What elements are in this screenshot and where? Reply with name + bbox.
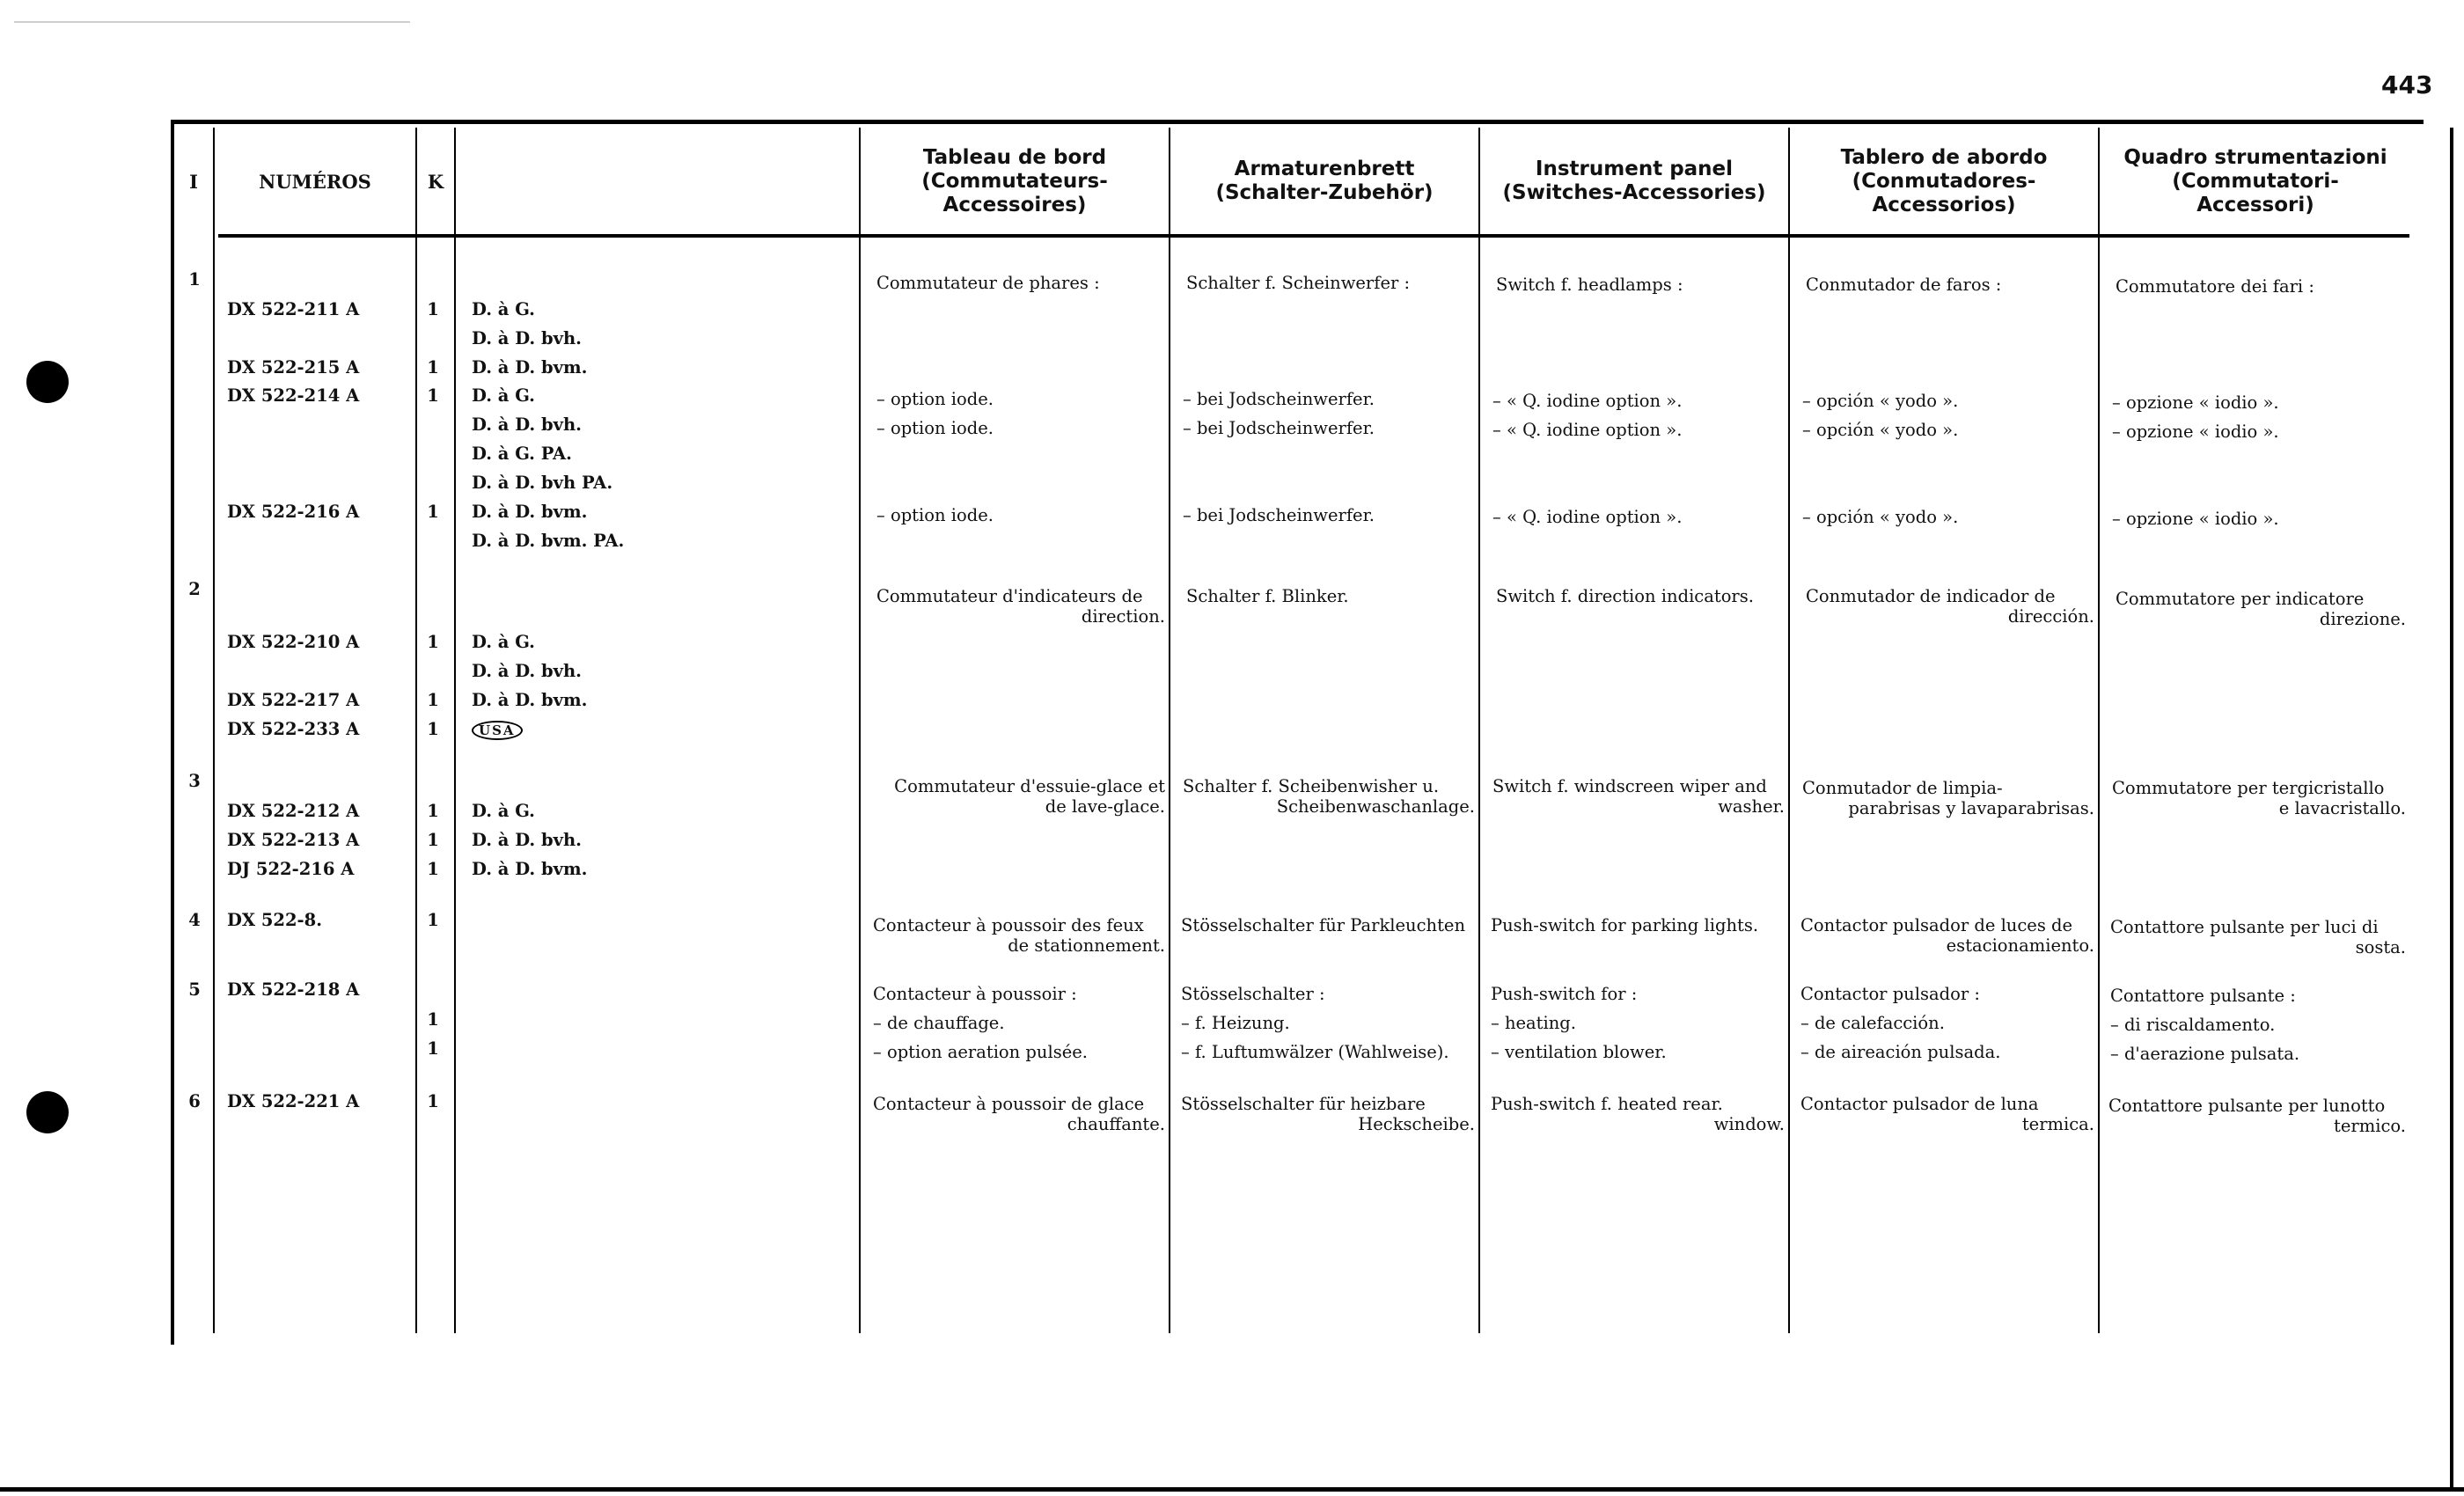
part-number: DX 522-211 A (227, 299, 360, 319)
fr-iodine-option: – option iode. (876, 389, 994, 409)
header-spanish: Tablero de abordo (Conmutadores- Accessorios) (1840, 145, 2048, 216)
de-push-switch: Stösselschalter : (1181, 984, 1325, 1004)
variant-desc: D. à G. (472, 632, 535, 652)
it-wiper-switch-cont: e lavacristallo. (2278, 798, 2406, 818)
fr-parking-push-cont: de stationnement. (1008, 935, 1165, 956)
header-french: Tableau de bord (Commutateurs- Accessoires) (921, 145, 1108, 216)
en-push-switch: Push-switch for : (1491, 984, 1638, 1004)
quantity: 1 (427, 1091, 439, 1111)
variant-desc: D. à D. bvh. (472, 328, 582, 348)
page-bottom-rule (0, 1487, 2464, 1492)
it-iodine-option: – opzione « iodio ». (2112, 392, 2279, 413)
it-rear-window: Contattore pulsante per lunotto (2108, 1096, 2386, 1116)
column-divider (1788, 128, 1790, 1333)
quantity: 1 (427, 830, 439, 850)
quantity: 1 (427, 690, 439, 710)
column-divider (1169, 128, 1170, 1333)
part-number: DX 522-233 A (227, 719, 360, 739)
binder-hole-icon (26, 1091, 69, 1133)
header-italian: Quadro strumentazioni (Commutatori- Accessori) (2123, 145, 2387, 216)
binder-hole-icon (26, 361, 69, 403)
es-rear-window-cont: termica. (2021, 1114, 2094, 1134)
it-parking-push-cont: sosta. (2355, 937, 2406, 957)
quantity: 1 (427, 299, 439, 319)
en-indicator-switch: Switch f. direction indicators. (1496, 586, 1754, 606)
row-index: 3 (188, 771, 201, 791)
en-wiper-switch: Switch f. windscreen wiper and (1492, 776, 1767, 796)
es-push-aeration: – de aireación pulsada. (1800, 1042, 2001, 1062)
quantity: 1 (427, 357, 439, 378)
de-headlamp-switch: Schalter f. Scheinwerfer : (1186, 273, 1411, 293)
column-divider (415, 128, 417, 1333)
fr-push-aeration: – option aeration pulsée. (873, 1042, 1088, 1062)
row-index: 4 (188, 910, 201, 930)
variant-desc: D. à D. bvm. (472, 859, 588, 879)
quantity: 1 (427, 859, 439, 879)
de-wiper-switch: Schalter f. Scheibenwisher u. (1183, 776, 1440, 796)
variant-desc: D. à D. bvm. (472, 502, 588, 522)
fr-indicator-switch: Commutateur d'indicateurs de (876, 586, 1143, 606)
it-headlamp-switch: Commutatore dei fari : (2116, 276, 2314, 297)
variant-desc: D. à G. PA. (472, 444, 572, 464)
fr-indicator-switch-cont: direction. (1081, 606, 1165, 627)
es-indicator-switch: Conmutador de indicador de (1806, 586, 2056, 606)
en-iodine-option: – « Q. iodine option ». (1492, 391, 1683, 411)
es-push-heating: – de calefacción. (1800, 1013, 1945, 1033)
quantity: 1 (427, 502, 439, 522)
es-parking-push-cont: estacionamiento. (1946, 935, 2094, 956)
es-rear-window: Contactor pulsador de luna (1800, 1094, 2039, 1114)
fr-rear-window-cont: chauffante. (1067, 1114, 1165, 1134)
quantity: 1 (427, 801, 439, 821)
header-english: Instrument panel (Switches-Accessories) (1502, 158, 1766, 204)
es-iodine-option: – opción « yodo ». (1802, 420, 1959, 440)
row-index: 6 (188, 1091, 201, 1111)
de-push-heating: – f. Heizung. (1181, 1013, 1290, 1033)
de-iodine-option: – bei Jodscheinwerfer. (1183, 389, 1375, 409)
fr-push-heating: – de chauffage. (873, 1013, 1005, 1033)
de-parking-push: Stösselschalter für Parkleuchten (1181, 915, 1466, 935)
quantity: 1 (427, 910, 439, 930)
en-iodine-option: – « Q. iodine option ». (1492, 420, 1683, 440)
it-indicator-switch-cont: direzione. (2319, 609, 2406, 629)
es-wiper-switch: Conmutador de limpia- (1802, 778, 2003, 798)
row-index: 1 (188, 269, 201, 290)
fr-parking-push: Contacteur à poussoir des feux (873, 915, 1144, 935)
quantity: 1 (427, 632, 439, 652)
column-divider (454, 128, 456, 1333)
part-number: DX 522-8. (227, 910, 322, 930)
usa-variant (472, 715, 523, 743)
es-iodine-option: – opción « yodo ». (1802, 507, 1959, 527)
quantity: 1 (427, 719, 439, 739)
fr-headlamp-switch: Commutateur de phares : (876, 273, 1100, 293)
it-push-heating: – di riscaldamento. (2110, 1015, 2276, 1035)
es-wiper-switch-cont: parabrisas y lavaparabrisas. (1848, 798, 2094, 818)
fr-wiper-switch: Commutateur d'essuie-glace et (894, 776, 1165, 796)
de-rear-window: Stösselschalter für heizbare (1181, 1094, 1426, 1114)
es-headlamp-switch: Conmutador de faros : (1806, 275, 2002, 295)
de-iodine-option: – bei Jodscheinwerfer. (1183, 418, 1375, 438)
fr-rear-window: Contacteur à poussoir de glace (873, 1094, 1145, 1114)
es-parking-push: Contactor pulsador de luces de (1800, 915, 2073, 935)
variant-desc: D. à D. bvh. (472, 414, 582, 435)
en-parking-push: Push-switch for parking lights. (1491, 915, 1759, 935)
table-top-rule (172, 120, 2424, 124)
part-number: DX 522-217 A (227, 690, 360, 710)
column-divider (859, 128, 861, 1333)
de-indicator-switch: Schalter f. Blinker. (1186, 586, 1349, 606)
de-iodine-option: – bei Jodscheinwerfer. (1183, 505, 1375, 525)
usa-badge: USA (472, 721, 523, 740)
en-headlamp-switch: Switch f. headlamps : (1496, 275, 1683, 295)
de-rear-window-cont: Heckscheibe. (1358, 1114, 1475, 1134)
column-divider (2098, 128, 2100, 1333)
header-k: K (427, 170, 444, 193)
header-index: I (189, 170, 198, 193)
es-indicator-switch-cont: dirección. (2007, 606, 2094, 627)
part-number: DX 522-218 A (227, 979, 360, 1000)
it-iodine-option: – opzione « iodio ». (2112, 422, 2279, 442)
variant-desc: D. à G. (472, 299, 535, 319)
part-number: DX 522-212 A (227, 801, 360, 821)
it-wiper-switch: Commutatore per tergicristallo (2112, 778, 2385, 798)
table-left-border (171, 120, 174, 1345)
row-index: 2 (188, 579, 201, 599)
page-number: 443 (2381, 70, 2433, 99)
table-right-border (2450, 128, 2453, 1492)
part-number: DJ 522-216 A (227, 859, 355, 879)
variant-desc: D. à D. bvm. (472, 357, 588, 378)
variant-desc: D. à G. (472, 385, 535, 406)
es-iodine-option: – opción « yodo ». (1802, 391, 1959, 411)
en-push-heating: – heating. (1491, 1013, 1576, 1033)
it-rear-window-cont: termico. (2334, 1116, 2406, 1136)
variant-desc: D. à D. bvh PA. (472, 473, 613, 493)
fr-push-switch: Contacteur à poussoir : (873, 984, 1077, 1004)
es-push-switch: Contactor pulsador : (1800, 984, 1980, 1004)
column-divider (1478, 128, 1480, 1333)
en-push-ventilation: – ventilation blower. (1491, 1042, 1667, 1062)
variant-desc: D. à G. (472, 801, 535, 821)
header-bottom-rule (218, 234, 2409, 238)
column-divider (213, 128, 215, 1333)
it-push-aeration: – d'aerazione pulsata. (2110, 1044, 2300, 1064)
part-number: DX 522-210 A (227, 632, 360, 652)
scan-artifact-line (14, 21, 410, 23)
de-push-ventilation: – f. Luftumwälzer (Wahlweise). (1181, 1042, 1449, 1062)
part-number: DX 522-214 A (227, 385, 360, 406)
en-wiper-switch-cont: washer. (1718, 796, 1785, 817)
en-rear-window-cont: window. (1713, 1114, 1785, 1134)
it-parking-push: Contattore pulsante per luci di (2110, 917, 2379, 937)
quantity: 1 (427, 385, 439, 406)
de-wiper-switch-cont: Scheibenwaschanlage. (1276, 796, 1475, 817)
part-number: DX 522-221 A (227, 1091, 360, 1111)
variant-desc: D. à D. bvm. (472, 690, 588, 710)
part-number: DX 522-215 A (227, 357, 360, 378)
row-index: 5 (188, 979, 201, 1000)
fr-iodine-option: – option iode. (876, 505, 994, 525)
variant-desc: D. à D. bvh. (472, 830, 582, 850)
part-number: DX 522-216 A (227, 502, 360, 522)
variant-desc: D. à D. bvm. PA. (472, 531, 625, 551)
en-iodine-option: – « Q. iodine option ». (1492, 507, 1683, 527)
it-iodine-option: – opzione « iodio ». (2112, 509, 2279, 529)
variant-desc: D. à D. bvh. (472, 661, 582, 681)
fr-iodine-option: – option iode. (876, 418, 994, 438)
fr-wiper-switch-cont: de lave-glace. (1045, 796, 1165, 817)
header-german: Armaturenbrett (Schalter-Zubehör) (1215, 158, 1434, 204)
en-rear-window: Push-switch f. heated rear. (1491, 1094, 1723, 1114)
quantity: 1 (427, 1038, 439, 1059)
part-number: DX 522-213 A (227, 830, 360, 850)
quantity: 1 (427, 1009, 439, 1030)
it-indicator-switch: Commutatore per indicatore (2116, 589, 2365, 609)
header-numeros: NUMÉROS (259, 170, 371, 193)
it-push-switch: Contattore pulsante : (2110, 986, 2296, 1006)
